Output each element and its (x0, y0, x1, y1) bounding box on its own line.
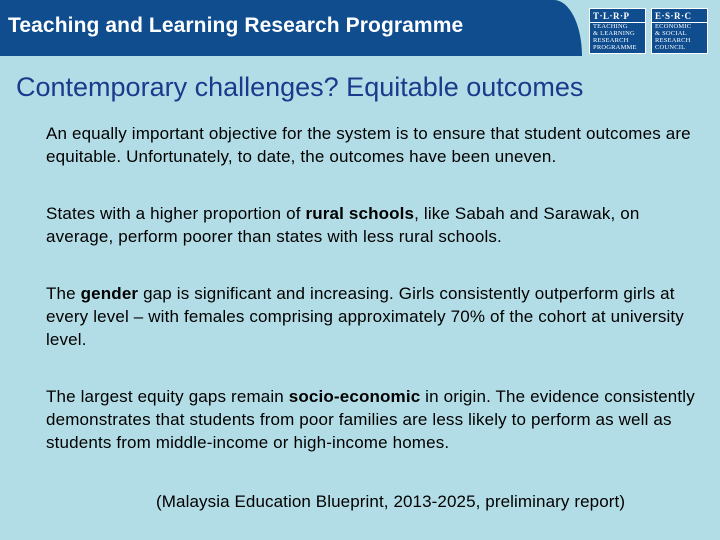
tlrp-logo-line: & LEARNING (593, 30, 635, 37)
esrc-logo-acronym: E·S·R·C (652, 9, 707, 23)
slide-title: Contemporary challenges? Equitable outcomes (16, 72, 584, 102)
emphasis-rural-schools: rural schools (305, 204, 415, 223)
tlrp-logo (589, 8, 646, 54)
esrc-logo (651, 8, 708, 54)
emphasis-gender: gender (80, 284, 139, 303)
paragraph-objective (46, 122, 706, 168)
citation: (Malaysia Education Blueprint, 2013-2025, preliminary report) (156, 492, 626, 511)
tlrp-logo-line: PROGRAMME (593, 44, 637, 51)
paragraph-text: States with a higher proportion of (46, 204, 306, 223)
paragraph-text: The largest equity gaps remain (46, 387, 289, 406)
slide-body (46, 122, 706, 454)
emphasis-socio-economic: socio-economic (288, 387, 421, 406)
tlrp-logo-acronym: T·L·R·P (590, 9, 645, 23)
esrc-logo-line: & SOCIAL (655, 30, 687, 37)
paragraph-text: in origin. The evidence consistently demonstrates that students from poor families are less likely to perform as well as students from middle-income or high-income homes. (46, 387, 695, 452)
esrc-logo-line: RESEARCH (655, 37, 691, 44)
tlrp-logo-line: TEACHING (593, 23, 628, 30)
esrc-logo-line: ECONOMIC (655, 23, 692, 30)
paragraph-text: , like Sabah and Sarawak, on average, perform poorer than states with less rural schools. (46, 204, 640, 246)
paragraph-socio-economic (46, 385, 706, 454)
paragraph-text: An equally important objective for the system is to ensure that student outcomes are equitable. Unfortunately, to date, the outcomes have been uneven. (46, 124, 691, 166)
paragraph-gender (46, 282, 706, 351)
programme-title: Teaching and Learning Research Programme (8, 14, 464, 37)
header-bar (0, 0, 582, 56)
tlrp-logo-line: RESEARCH (593, 37, 629, 44)
paragraph-rural (46, 202, 706, 248)
header (0, 0, 720, 56)
paragraph-text: gap is significant and increasing. Girls consistently outperform girls at every level – with females comprising approximately 70% of the cohort at university level. (46, 284, 684, 349)
paragraph-text: The (46, 284, 81, 303)
esrc-logo-line: COUNCIL (655, 44, 686, 51)
